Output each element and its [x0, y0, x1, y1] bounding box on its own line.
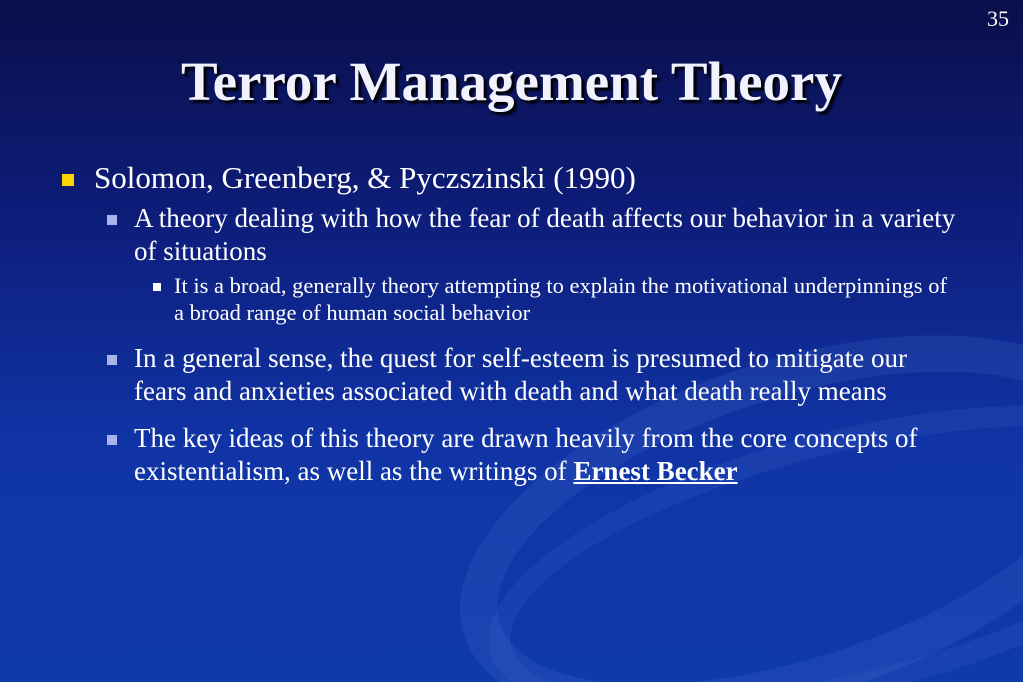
- bullet-text: A theory dealing with how the fear of death affects our behavior in a variety of situations: [134, 203, 956, 266]
- slide-title: Terror Management Theory: [181, 51, 842, 112]
- bullet-level2: [60, 202, 960, 268]
- bullet-level1: [60, 160, 960, 196]
- slide-number: 35: [987, 6, 1009, 31]
- square-bullet-icon: [107, 215, 117, 225]
- bullet-level3: [60, 272, 960, 326]
- bullet-text: The key ideas of this theory are drawn heavily from the core concepts of existentialism, as well as the writings of: [134, 423, 918, 486]
- bullet-text: In a general sense, the quest for self-esteem is presumed to mitigate our fears and anxieties associated with death and what death really means: [134, 343, 907, 406]
- slide-content: [60, 160, 960, 488]
- bullet-level2: [60, 422, 960, 488]
- square-bullet-icon: [107, 355, 117, 365]
- square-bullet-icon: [153, 283, 161, 291]
- bullet-text: Solomon, Greenberg, & Pyczszinski (1990): [94, 160, 636, 195]
- bullet-level2: [60, 342, 960, 408]
- bullet-text: It is a broad, generally theory attempting to explain the motivational underpinnings of a broad range of human social behavior: [174, 273, 947, 325]
- ernest-becker-link[interactable]: Ernest Becker: [573, 456, 738, 486]
- square-bullet-icon: [107, 435, 117, 445]
- square-bullet-icon: [62, 174, 74, 186]
